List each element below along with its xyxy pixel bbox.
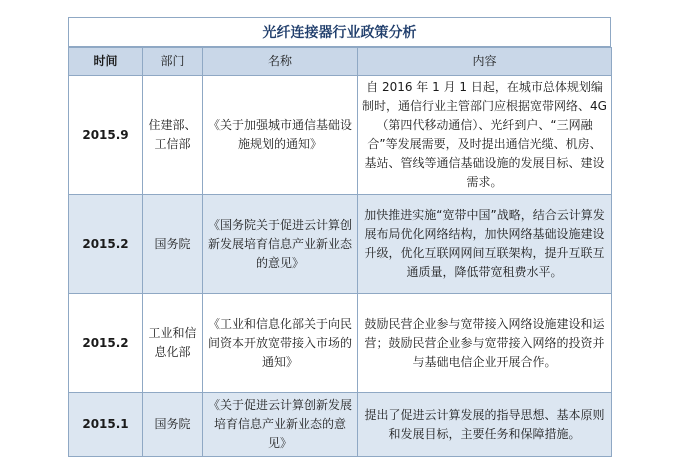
cell-time: 2015.2 [69, 294, 143, 393]
cell-dept: 国务院 [143, 393, 203, 457]
cell-name: 《关于加强城市通信基础设施规划的通知》 [203, 76, 358, 195]
policy-table [68, 47, 612, 457]
table-row [69, 294, 612, 393]
header-dept: 部门 [143, 48, 203, 76]
cell-name: 《关于促进云计算创新发展培育信息产业新业态的意见》 [203, 393, 358, 457]
table-title: 光纤连接器行业政策分析 [68, 17, 611, 47]
header-time: 时间 [69, 48, 143, 76]
cell-time: 2015.1 [69, 393, 143, 457]
policy-table-container [68, 17, 611, 457]
header-content: 内容 [358, 48, 612, 76]
cell-name: 《工业和信息化部关于向民间资本开放宽带接入市场的通知》 [203, 294, 358, 393]
cell-name: 《国务院关于促进云计算创新发展培育信息产业新业态的意见》 [203, 195, 358, 294]
cell-dept: 工业和信息化部 [143, 294, 203, 393]
cell-content: 自 2016 年 1 月 1 日起，在城市总体规划编制时，通信行业主管部门应根据宽带网络、4G（第四代移动通信）、光纤到户、“三网融合”等发展需要，及时提出通信光缆、机房、基站、管线等通信基础设施的发展目标、建设需求。 [358, 76, 612, 195]
cell-content: 加快推进实施“宽带中国”战略，结合云计算发展布局优化网络结构，加快网络基础设施建设升级，优化互联网网间互联架构，提升互联互通质量，降低带宽租费水平。 [358, 195, 612, 294]
cell-dept: 住建部、工信部 [143, 76, 203, 195]
header-name: 名称 [203, 48, 358, 76]
table-row [69, 393, 612, 457]
cell-content: 鼓励民营企业参与宽带接入网络设施建设和运营；鼓励民营企业参与宽带接入网络的投资并与基础电信企业开展合作。 [358, 294, 612, 393]
cell-time: 2015.9 [69, 76, 143, 195]
header-row [69, 48, 612, 76]
table-row [69, 76, 612, 195]
cell-time: 2015.2 [69, 195, 143, 294]
cell-dept: 国务院 [143, 195, 203, 294]
cell-content: 提出了促进云计算发展的指导思想、基本原则和发展目标，主要任务和保障措施。 [358, 393, 612, 457]
table-row [69, 195, 612, 294]
